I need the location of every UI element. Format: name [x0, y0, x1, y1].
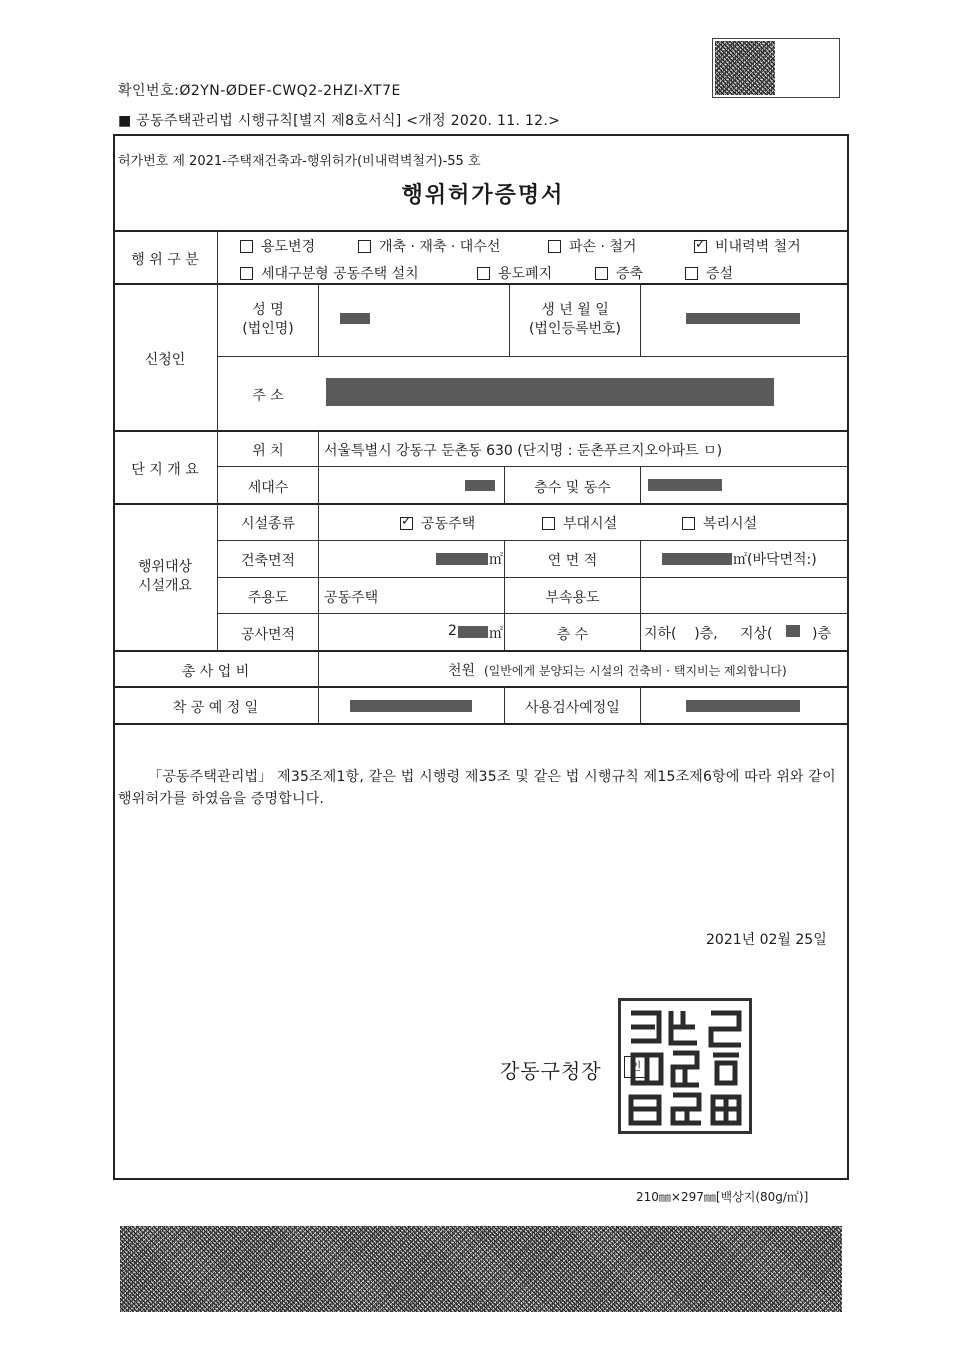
- building-area-label: 건축면적: [240, 553, 296, 569]
- start-date-label: 착 공 예 정 일: [172, 700, 259, 716]
- inspection-date-label: 사용검사예정일: [525, 700, 620, 716]
- paper-spec: 210㎜×297㎜[백상지(80g/㎡)]: [636, 1190, 809, 1204]
- work-area-prefix: 2: [448, 623, 457, 639]
- address-label: 주 소: [252, 388, 284, 404]
- checked-checkbox-icon: [694, 240, 707, 253]
- cost-label: 총 사 업 비: [181, 664, 250, 680]
- option-nonbearing-wall: ✓ 비내력벽 철거: [694, 236, 801, 256]
- facility-welfare: 복리시설: [682, 513, 757, 533]
- option-addition: 증설: [685, 263, 733, 283]
- facility-label: 행위대상 시설개요: [137, 559, 193, 594]
- qr-code: [715, 41, 775, 95]
- checkbox-icon: [685, 267, 698, 280]
- certification-statement: 「공동주택관리법」 제35조제1항, 같은 법 시행령 제35조 및 같은 법 시행규칙 제15조제6항에 따라 위와 같이 행위허가를 하였음을 증명합니다.: [118, 769, 836, 807]
- redacted-birth: [686, 313, 800, 324]
- issue-date: 2021년 02월 25일: [706, 932, 827, 948]
- checkbox-icon: [240, 267, 253, 280]
- permit-number: 허가번호 제 2021-주택재건축과-행위허가(비내력벽철거)-55 호: [118, 154, 481, 169]
- redacted-address: [326, 378, 774, 406]
- storeys-above-end: )층: [812, 626, 831, 642]
- building-area-unit: ㎡: [489, 552, 503, 568]
- storeys-above-start: 지상(: [740, 626, 773, 642]
- floor-area-unit: ㎡(바닥면적:): [733, 552, 817, 568]
- qr-code-box: [712, 38, 840, 98]
- checkbox-icon: [240, 240, 253, 253]
- issuer-name: 강동구청장: [500, 1059, 602, 1083]
- redacted-floor-area: [662, 553, 732, 565]
- security-barcode: [120, 1226, 842, 1312]
- option-extension: 증축: [595, 263, 643, 283]
- facility-ancillary: 부대시설: [542, 513, 617, 533]
- redacted-floors: [648, 479, 722, 491]
- households-label: 세대수: [247, 480, 289, 496]
- option-use-change: 용도변경: [240, 236, 315, 256]
- seal-pattern: [621, 1001, 749, 1131]
- option-use-abolish: 용도폐지: [477, 263, 552, 283]
- page-title: 행위허가증명서: [401, 183, 565, 208]
- birth-label: 생 년 월 일 (법인등록번호): [528, 302, 622, 337]
- floor-area-label: 연 면 적: [547, 553, 598, 569]
- applicant-label: 신청인: [144, 352, 186, 368]
- location-value: 서울특별시 강동구 둔촌동 630 (단지명 : 둔촌푸르지오아파트 ㅁ): [324, 443, 723, 459]
- main-use-label: 주용도: [247, 590, 289, 606]
- location-label: 위 치: [252, 443, 284, 459]
- checkbox-icon: [477, 267, 490, 280]
- sub-use-label: 부속용도: [545, 590, 600, 606]
- checkbox-icon: [358, 240, 371, 253]
- checkbox-icon: [542, 517, 555, 530]
- confirmation-number: 확인번호:Ø2YN-ØDEF-CWQ2-2HZI-XT7E: [118, 83, 401, 99]
- checked-checkbox-icon: [400, 517, 413, 530]
- rule-reference: ■ 공동주택관리법 시행규칙[별지 제8호서식] <개정 2020. 11. 12.>: [118, 113, 561, 129]
- redacted-households: [465, 480, 495, 491]
- work-area-unit: ㎡: [489, 626, 503, 642]
- checkbox-icon: [682, 517, 695, 530]
- official-seal-stamp: [618, 998, 752, 1134]
- storeys-label: 층 수: [556, 627, 589, 643]
- redacted-storeys: [786, 625, 800, 637]
- option-split-unit: 세대구분형 공동주택 설치: [240, 263, 419, 283]
- checkbox-icon: [548, 240, 561, 253]
- checkbox-icon: [595, 267, 608, 280]
- seal-mark: 인: [624, 1056, 648, 1078]
- facility-apartment: ✓ 공동주택: [400, 513, 475, 533]
- storeys-underground: 지하( )층,: [644, 626, 718, 642]
- floors-label: 층수 및 동수: [534, 480, 611, 496]
- name-label: 성 명 (법인명): [242, 302, 294, 337]
- redacted-inspection-date: [686, 700, 800, 712]
- redacted-start-date: [350, 700, 472, 712]
- redacted-building-area: [436, 553, 488, 565]
- redacted-name: [340, 313, 370, 324]
- act-type-label: 행 위 구 분: [131, 252, 199, 268]
- option-rebuild: 개축 · 재축 · 대수선: [358, 236, 500, 256]
- complex-label: 단 지 개 요: [131, 462, 199, 478]
- cost-note: (일반에게 분양되는 시설의 건축비 · 택지비는 제외합니다): [484, 664, 787, 678]
- redacted-work-area: [458, 626, 488, 638]
- cost-unit: 천원: [448, 663, 476, 679]
- work-area-label: 공사면적: [240, 627, 296, 643]
- option-demolish: 파손 · 철거: [548, 236, 636, 256]
- facility-type-label: 시설종류: [240, 516, 296, 532]
- main-use-value: 공동주택: [324, 590, 379, 606]
